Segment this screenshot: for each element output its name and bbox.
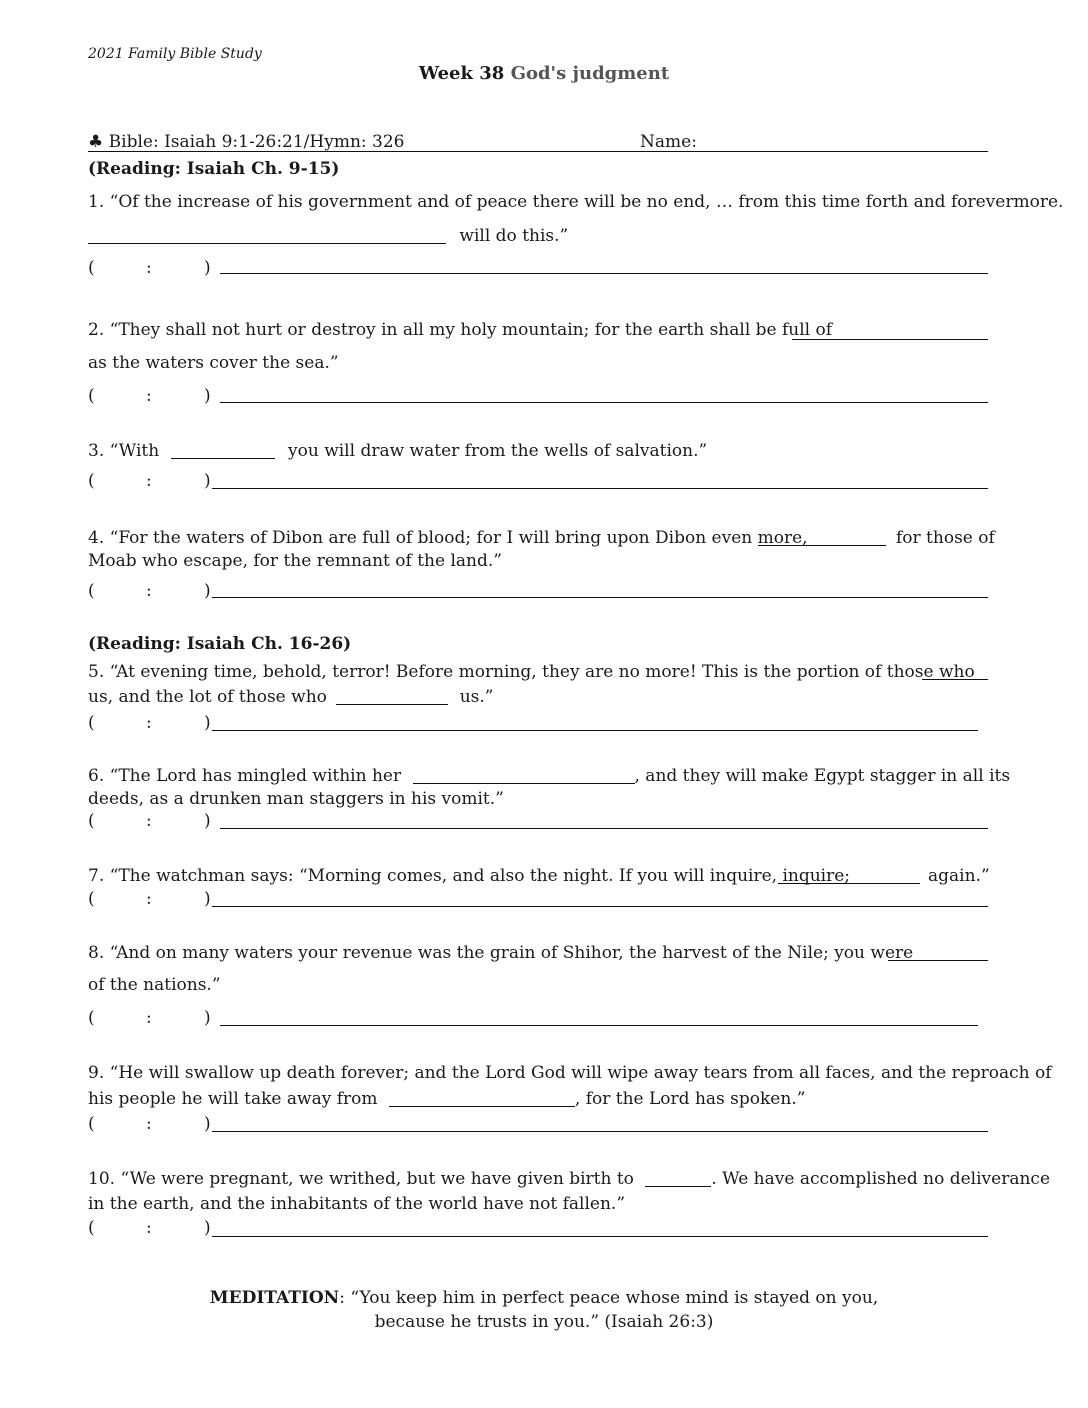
question-6-mid: , and they will make Egypt stagger in all its <box>634 766 1011 786</box>
answer-blank[interactable] <box>888 960 988 961</box>
series-title: 2021 Family Bible Study <box>88 46 262 62</box>
question-8-line2: of the nations.” <box>88 975 221 995</box>
ref-close: ) <box>204 1114 211 1134</box>
question-3-end: you will draw water from the wells of salvation.” <box>288 441 708 461</box>
answer-line-7[interactable] <box>212 906 988 907</box>
ref-colon: : <box>146 581 152 601</box>
answer-blank[interactable] <box>336 687 448 705</box>
verse-ref-9[interactable] <box>88 1114 211 1134</box>
meditation <box>0 1286 1088 1334</box>
meditation-line-2: because he trusts in you.” (Isaiah 26:3) <box>374 1312 714 1332</box>
question-3-start: 3. “With <box>88 441 160 461</box>
answer-blank[interactable] <box>413 766 635 784</box>
ref-colon: : <box>146 1008 152 1028</box>
question-1-end: will do this.” <box>459 226 569 246</box>
answer-line-10[interactable] <box>212 1236 988 1237</box>
question-5-line2 <box>88 685 493 709</box>
answer-blank[interactable] <box>758 545 886 546</box>
ref-close: ) <box>204 386 211 406</box>
header-rule <box>88 151 988 152</box>
answer-line-1[interactable] <box>220 273 988 274</box>
answer-blank[interactable] <box>171 441 275 459</box>
question-5-start: us, and the lot of those who <box>88 687 327 707</box>
ref-close: ) <box>204 581 211 601</box>
verse-ref-1[interactable] <box>88 258 211 278</box>
ref-close: ) <box>204 811 211 831</box>
meditation-line-1 <box>0 1286 1088 1310</box>
question-8-text: 8. “And on many waters your revenue was the grain of Shihor, the harvest of the Nile; you were <box>88 943 914 963</box>
ref-close: ) <box>204 1008 211 1028</box>
question-9-end: , for the Lord has spoken.” <box>574 1089 806 1109</box>
question-1-line2 <box>88 224 568 248</box>
question-6-start: 6. “The Lord has mingled within her <box>88 766 402 786</box>
ref-colon: : <box>146 811 152 831</box>
question-2-text: 2. “They shall not hurt or destroy in all my holy mountain; for the earth shall be full of <box>88 320 833 340</box>
answer-blank[interactable] <box>88 226 446 244</box>
verse-ref-5[interactable] <box>88 713 211 733</box>
verse-ref-8[interactable] <box>88 1008 211 1028</box>
question-6-line2: deeds, as a drunken man staggers in his vomit.” <box>88 789 504 809</box>
ref-colon: : <box>146 258 152 278</box>
ref-colon: : <box>146 1114 152 1134</box>
ref-close: ) <box>204 1218 211 1238</box>
ref-open: ( <box>88 386 95 406</box>
verse-ref-3[interactable] <box>88 471 211 491</box>
question-7-end: again.” <box>928 866 990 886</box>
answer-line-8[interactable] <box>220 1025 978 1026</box>
answer-blank[interactable] <box>778 883 920 884</box>
verse-ref-10[interactable] <box>88 1218 211 1238</box>
meditation-label: MEDITATION <box>209 1288 340 1308</box>
answer-line-2[interactable] <box>220 402 988 403</box>
answer-line-3[interactable] <box>212 488 988 489</box>
week-label: Week 38 <box>418 63 505 84</box>
question-5-text: 5. “At evening time, behold, terror! Before morning, they are no more! This is the portion of those who <box>88 662 975 682</box>
ref-close: ) <box>204 258 211 278</box>
ref-open: ( <box>88 1008 95 1028</box>
ref-colon: : <box>146 471 152 491</box>
ref-colon: : <box>146 889 152 909</box>
ref-close: ) <box>204 889 211 909</box>
verse-ref-4[interactable] <box>88 581 211 601</box>
topic-label: God's judgment <box>510 63 670 84</box>
question-10-line2: in the earth, and the inhabitants of the world have not fallen.” <box>88 1194 626 1214</box>
answer-blank[interactable] <box>922 679 988 680</box>
ref-colon: : <box>146 386 152 406</box>
verse-ref-6[interactable] <box>88 811 211 831</box>
question-9-start: his people he will take away from <box>88 1089 378 1109</box>
answer-blank[interactable] <box>792 339 988 340</box>
question-5-end: us.” <box>459 687 494 707</box>
ref-open: ( <box>88 1114 95 1134</box>
answer-blank[interactable] <box>389 1089 575 1107</box>
question-7-text: 7. “The watchman says: “Morning comes, and also the night. If you will inquire, inquire; <box>88 866 851 886</box>
question-4-line2: Moab who escape, for the remnant of the land.” <box>88 551 502 571</box>
question-3-text <box>88 439 707 463</box>
ref-colon: : <box>146 1218 152 1238</box>
question-9-line2 <box>88 1087 805 1111</box>
reading-section-2: (Reading: Isaiah Ch. 16-26) <box>88 634 352 654</box>
question-10-text <box>88 1167 1050 1191</box>
answer-line-4[interactable] <box>212 597 988 598</box>
name-label: Name: <box>640 132 697 152</box>
ref-open: ( <box>88 581 95 601</box>
question-10-mid: . We have accomplished no deliverance <box>711 1169 1051 1189</box>
question-4-text: 4. “For the waters of Dibon are full of blood; for I will bring upon Dibon even more, <box>88 528 808 548</box>
question-1-text: 1. “Of the increase of his government and of peace there will be no end, … from this time forth and forevermore. <box>88 192 1064 212</box>
verse-ref-2[interactable] <box>88 386 211 406</box>
ref-close: ) <box>204 713 211 733</box>
question-10-start: 10. “We were pregnant, we writhed, but we have given birth to <box>88 1169 634 1189</box>
question-2-line2: as the waters cover the sea.” <box>88 353 339 373</box>
question-4-mid: for those of <box>896 528 995 548</box>
answer-line-5[interactable] <box>212 730 978 731</box>
bible-reference: ♣ Bible: Isaiah 9:1-26:21/Hymn: 326 <box>88 132 405 152</box>
page-title <box>0 63 1088 84</box>
ref-open: ( <box>88 258 95 278</box>
answer-line-6[interactable] <box>220 828 988 829</box>
reading-section-1: (Reading: Isaiah Ch. 9-15) <box>88 159 340 179</box>
ref-close: ) <box>204 471 211 491</box>
ref-colon: : <box>146 713 152 733</box>
question-6-text <box>88 764 1010 788</box>
ref-open: ( <box>88 889 95 909</box>
question-9-text: 9. “He will swallow up death forever; and the Lord God will wipe away tears from all faces, and the reproach of <box>88 1063 1052 1083</box>
ref-open: ( <box>88 713 95 733</box>
ref-open: ( <box>88 471 95 491</box>
answer-line-9[interactable] <box>212 1131 988 1132</box>
meditation-text-1: : “You keep him in perfect peace whose mind is stayed on you, <box>339 1288 879 1308</box>
ref-open: ( <box>88 1218 95 1238</box>
answer-blank[interactable] <box>645 1169 711 1187</box>
verse-ref-7[interactable] <box>88 889 211 909</box>
ref-open: ( <box>88 811 95 831</box>
